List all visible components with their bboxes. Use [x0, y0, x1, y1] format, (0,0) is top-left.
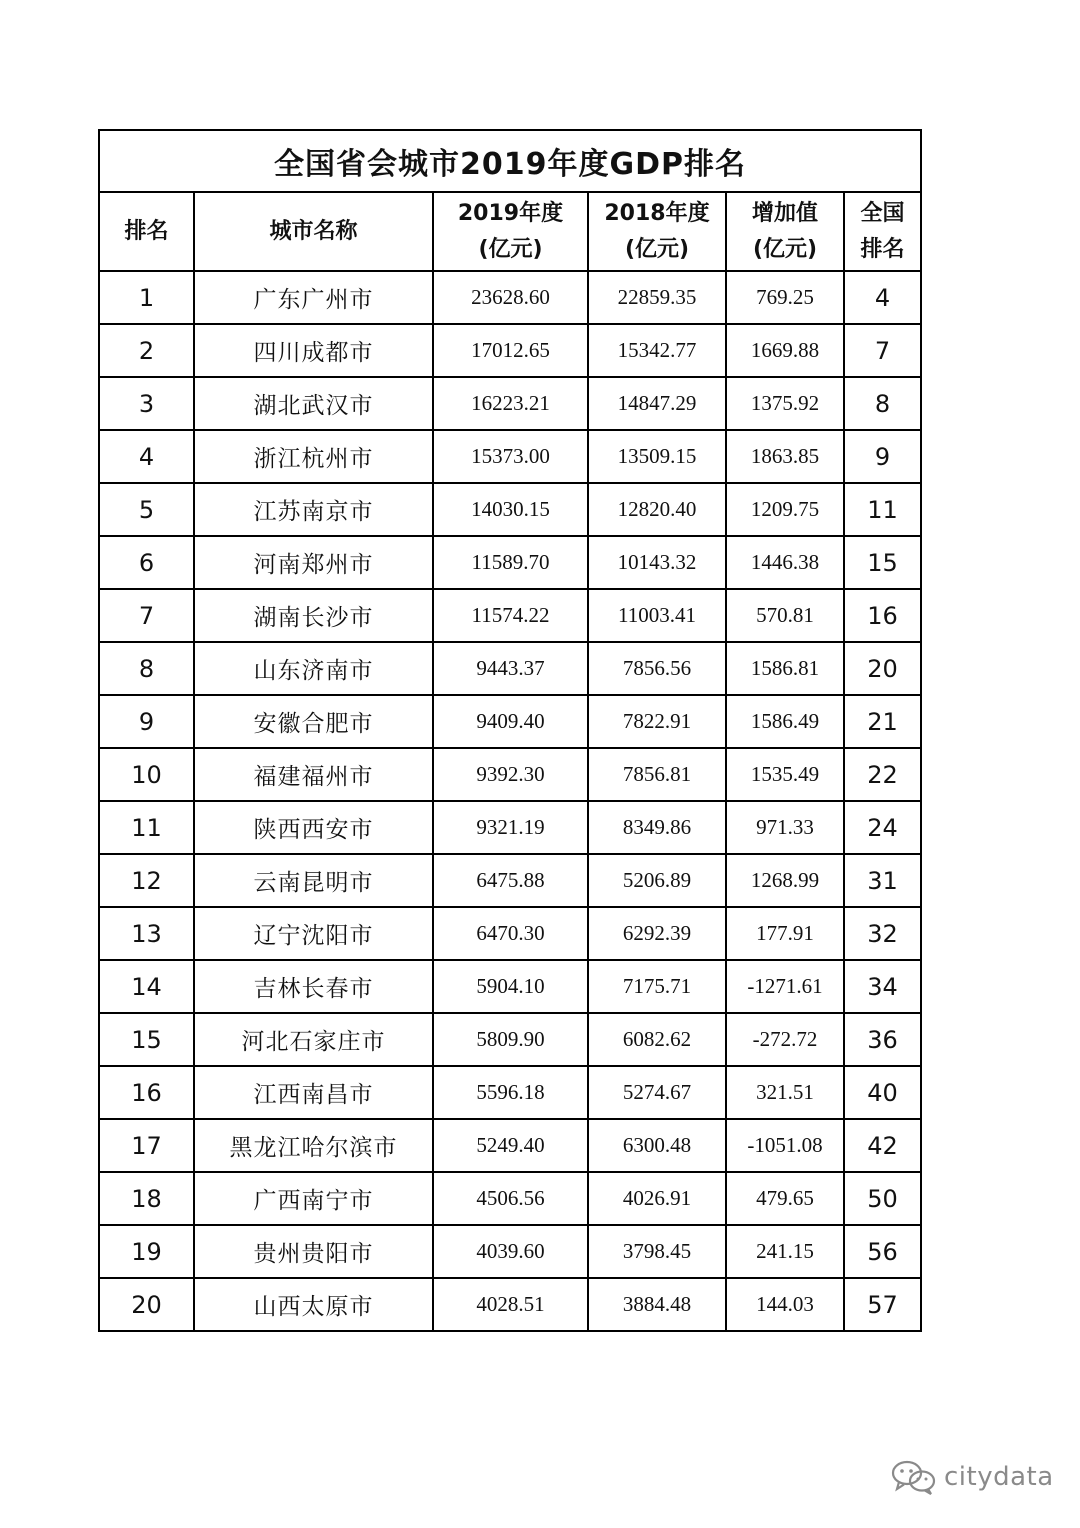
table-row	[99, 1172, 921, 1225]
header-national-line1: 全国	[860, 200, 905, 226]
gdp-2019-cell: 11574.22	[433, 589, 588, 642]
national-rank-cell: 36	[844, 1013, 921, 1066]
table-row	[99, 324, 921, 377]
gdp-2018-cell: 5274.67	[588, 1066, 726, 1119]
table-row	[99, 589, 921, 642]
national-rank-cell: 42	[844, 1119, 921, 1172]
gdp-2019-cell: 16223.21	[433, 377, 588, 430]
gdp-2018-cell: 11003.41	[588, 589, 726, 642]
national-rank-cell: 16	[844, 589, 921, 642]
table-row	[99, 695, 921, 748]
city-cell: 安徽合肥市	[194, 695, 433, 748]
gdp-2018-cell: 22859.35	[588, 271, 726, 324]
gdp-2018-cell: 3884.48	[588, 1278, 726, 1331]
header-increase-line2: (亿元)	[752, 236, 818, 262]
gdp-2019-cell: 9321.19	[433, 801, 588, 854]
increase-cell: 1586.49	[726, 695, 844, 748]
city-cell: 河南郑州市	[194, 536, 433, 589]
gdp-ranking-table	[98, 129, 922, 1332]
gdp-2018-cell: 7856.56	[588, 642, 726, 695]
table-row	[99, 1119, 921, 1172]
city-cell: 福建福州市	[194, 748, 433, 801]
gdp-2019-cell: 5249.40	[433, 1119, 588, 1172]
city-cell: 吉林长春市	[194, 960, 433, 1013]
header-gdp-2018	[588, 192, 726, 271]
gdp-2018-cell: 6082.62	[588, 1013, 726, 1066]
gdp-2018-cell: 7856.81	[588, 748, 726, 801]
national-rank-cell: 50	[844, 1172, 921, 1225]
gdp-2019-cell: 5904.10	[433, 960, 588, 1013]
header-gdp-2018-line2: (亿元)	[624, 236, 690, 262]
increase-cell: 1446.38	[726, 536, 844, 589]
city-cell: 湖南长沙市	[194, 589, 433, 642]
increase-cell: -1271.61	[726, 960, 844, 1013]
increase-cell: 971.33	[726, 801, 844, 854]
watermark	[890, 1458, 1054, 1496]
gdp-2019-cell: 14030.15	[433, 483, 588, 536]
wechat-icon	[890, 1458, 938, 1496]
rank-cell: 15	[99, 1013, 194, 1066]
rank-cell: 19	[99, 1225, 194, 1278]
rank-cell: 8	[99, 642, 194, 695]
rank-cell: 6	[99, 536, 194, 589]
increase-cell: 1863.85	[726, 430, 844, 483]
header-city: 城市名称	[194, 192, 433, 271]
national-rank-cell: 21	[844, 695, 921, 748]
increase-cell: 1209.75	[726, 483, 844, 536]
gdp-2019-cell: 6475.88	[433, 854, 588, 907]
increase-cell: 1586.81	[726, 642, 844, 695]
increase-cell: 1669.88	[726, 324, 844, 377]
gdp-2018-cell: 14847.29	[588, 377, 726, 430]
table-row	[99, 854, 921, 907]
gdp-2018-cell: 13509.15	[588, 430, 726, 483]
table-row	[99, 430, 921, 483]
increase-cell: 570.81	[726, 589, 844, 642]
rank-cell: 1	[99, 271, 194, 324]
gdp-2019-cell: 9392.30	[433, 748, 588, 801]
city-cell: 四川成都市	[194, 324, 433, 377]
rank-cell: 10	[99, 748, 194, 801]
table-row	[99, 483, 921, 536]
gdp-2018-cell: 6292.39	[588, 907, 726, 960]
increase-cell: 769.25	[726, 271, 844, 324]
table-row	[99, 960, 921, 1013]
table-row	[99, 642, 921, 695]
header-national-line2: 排名	[860, 236, 905, 262]
table-row	[99, 377, 921, 430]
rank-cell: 4	[99, 430, 194, 483]
rank-cell: 2	[99, 324, 194, 377]
watermark-text: citydata	[944, 1462, 1054, 1492]
table-row	[99, 271, 921, 324]
gdp-2018-cell: 7175.71	[588, 960, 726, 1013]
national-rank-cell: 20	[844, 642, 921, 695]
gdp-2019-cell: 5809.90	[433, 1013, 588, 1066]
table-title: 全国省会城市2019年度GDP排名	[99, 130, 921, 192]
rank-cell: 13	[99, 907, 194, 960]
increase-cell: 1535.49	[726, 748, 844, 801]
table-row	[99, 536, 921, 589]
gdp-2018-cell: 3798.45	[588, 1225, 726, 1278]
table-row	[99, 1278, 921, 1331]
city-cell: 浙江杭州市	[194, 430, 433, 483]
gdp-2019-cell: 4039.60	[433, 1225, 588, 1278]
rank-cell: 14	[99, 960, 194, 1013]
rank-cell: 9	[99, 695, 194, 748]
rank-cell: 11	[99, 801, 194, 854]
gdp-2018-cell: 6300.48	[588, 1119, 726, 1172]
gdp-2019-cell: 11589.70	[433, 536, 588, 589]
rank-cell: 18	[99, 1172, 194, 1225]
gdp-2018-cell: 10143.32	[588, 536, 726, 589]
city-cell: 山西太原市	[194, 1278, 433, 1331]
rank-cell: 3	[99, 377, 194, 430]
city-cell: 山东济南市	[194, 642, 433, 695]
national-rank-cell: 24	[844, 801, 921, 854]
table-row	[99, 748, 921, 801]
header-national-rank	[844, 192, 921, 271]
increase-cell: 144.03	[726, 1278, 844, 1331]
national-rank-cell: 8	[844, 377, 921, 430]
rank-cell: 16	[99, 1066, 194, 1119]
increase-cell: -272.72	[726, 1013, 844, 1066]
national-rank-cell: 57	[844, 1278, 921, 1331]
rank-cell: 17	[99, 1119, 194, 1172]
city-cell: 河北石家庄市	[194, 1013, 433, 1066]
national-rank-cell: 40	[844, 1066, 921, 1119]
header-increase-line1: 增加值	[751, 200, 818, 226]
header-row	[99, 192, 921, 271]
table-row	[99, 801, 921, 854]
gdp-2018-cell: 8349.86	[588, 801, 726, 854]
gdp-2019-cell: 9443.37	[433, 642, 588, 695]
national-rank-cell: 32	[844, 907, 921, 960]
city-cell: 辽宁沈阳市	[194, 907, 433, 960]
national-rank-cell: 56	[844, 1225, 921, 1278]
gdp-2018-cell: 15342.77	[588, 324, 726, 377]
national-rank-cell: 7	[844, 324, 921, 377]
national-rank-cell: 15	[844, 536, 921, 589]
gdp-2019-cell: 4028.51	[433, 1278, 588, 1331]
city-cell: 江苏南京市	[194, 483, 433, 536]
city-cell: 广东广州市	[194, 271, 433, 324]
title-row	[99, 130, 921, 192]
city-cell: 云南昆明市	[194, 854, 433, 907]
header-gdp-2019-line2: (亿元)	[478, 236, 543, 262]
gdp-2019-cell: 15373.00	[433, 430, 588, 483]
city-cell: 湖北武汉市	[194, 377, 433, 430]
table-row	[99, 1066, 921, 1119]
rank-cell: 20	[99, 1278, 194, 1331]
gdp-2018-cell: 5206.89	[588, 854, 726, 907]
table-row	[99, 1225, 921, 1278]
gdp-2018-cell: 7822.91	[588, 695, 726, 748]
rank-cell: 5	[99, 483, 194, 536]
header-rank: 排名	[99, 192, 194, 271]
gdp-2018-cell: 12820.40	[588, 483, 726, 536]
header-gdp-2019-line1: 2019年度	[457, 200, 564, 226]
table-row	[99, 1013, 921, 1066]
rank-cell: 7	[99, 589, 194, 642]
increase-cell: 479.65	[726, 1172, 844, 1225]
gdp-2019-cell: 4506.56	[433, 1172, 588, 1225]
gdp-2019-cell: 17012.65	[433, 324, 588, 377]
national-rank-cell: 34	[844, 960, 921, 1013]
city-cell: 陕西西安市	[194, 801, 433, 854]
increase-cell: 321.51	[726, 1066, 844, 1119]
national-rank-cell: 4	[844, 271, 921, 324]
national-rank-cell: 9	[844, 430, 921, 483]
increase-cell: 241.15	[726, 1225, 844, 1278]
city-cell: 广西南宁市	[194, 1172, 433, 1225]
rank-cell: 12	[99, 854, 194, 907]
gdp-2019-cell: 5596.18	[433, 1066, 588, 1119]
gdp-2019-cell: 9409.40	[433, 695, 588, 748]
gdp-2019-cell: 23628.60	[433, 271, 588, 324]
header-gdp-2018-line1: 2018年度	[604, 200, 710, 226]
increase-cell: 1375.92	[726, 377, 844, 430]
increase-cell: 1268.99	[726, 854, 844, 907]
national-rank-cell: 31	[844, 854, 921, 907]
national-rank-cell: 11	[844, 483, 921, 536]
gdp-2018-cell: 4026.91	[588, 1172, 726, 1225]
gdp-ranking-table-container	[98, 129, 920, 1332]
table-row	[99, 907, 921, 960]
city-cell: 江西南昌市	[194, 1066, 433, 1119]
city-cell: 黑龙江哈尔滨市	[194, 1119, 433, 1172]
header-increase	[726, 192, 844, 271]
header-gdp-2019	[433, 192, 588, 271]
gdp-2019-cell: 6470.30	[433, 907, 588, 960]
increase-cell: 177.91	[726, 907, 844, 960]
city-cell: 贵州贵阳市	[194, 1225, 433, 1278]
national-rank-cell: 22	[844, 748, 921, 801]
increase-cell: -1051.08	[726, 1119, 844, 1172]
